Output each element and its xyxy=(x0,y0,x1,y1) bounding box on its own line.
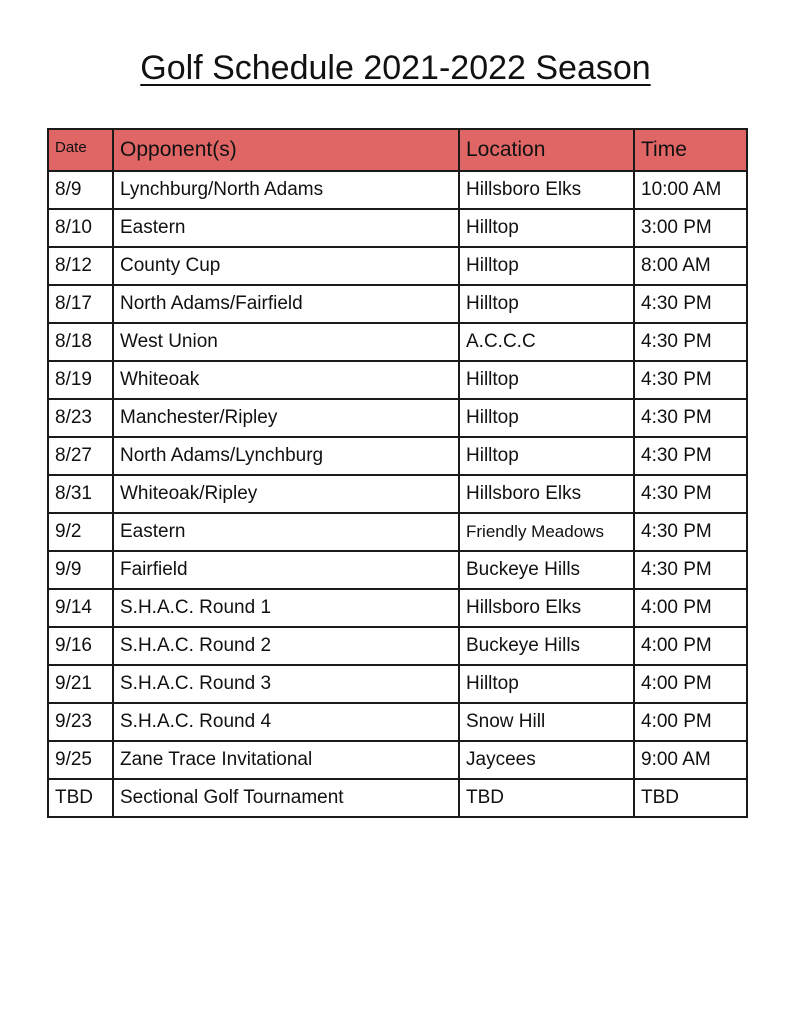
table-row xyxy=(48,741,747,779)
table-row xyxy=(48,285,747,323)
page-title xyxy=(0,48,791,88)
cell-opponent: Whiteoak/Ripley xyxy=(113,475,459,513)
schedule-table xyxy=(47,128,748,818)
cell-opponent: Eastern xyxy=(113,513,459,551)
cell-date: 9/23 xyxy=(48,703,113,741)
cell-date: 8/10 xyxy=(48,209,113,247)
cell-location: Hilltop xyxy=(459,437,634,475)
table-row xyxy=(48,779,747,817)
cell-date: 9/14 xyxy=(48,589,113,627)
cell-opponent: North Adams/Lynchburg xyxy=(113,437,459,475)
table-row xyxy=(48,589,747,627)
cell-time: 10:00 AM xyxy=(634,171,747,209)
header-location: Location xyxy=(459,129,634,171)
cell-date: 8/19 xyxy=(48,361,113,399)
cell-time: 4:30 PM xyxy=(634,437,747,475)
cell-time: 8:00 AM xyxy=(634,247,747,285)
cell-time: 4:00 PM xyxy=(634,589,747,627)
cell-time: 4:30 PM xyxy=(634,323,747,361)
cell-date: 8/23 xyxy=(48,399,113,437)
page-title-text: Golf Schedule 2021-2022 Season xyxy=(140,49,651,87)
table-row xyxy=(48,703,747,741)
cell-time: TBD xyxy=(634,779,747,817)
cell-time: 4:30 PM xyxy=(634,285,747,323)
cell-date: 8/18 xyxy=(48,323,113,361)
cell-location: Buckeye Hills xyxy=(459,627,634,665)
cell-date: 9/25 xyxy=(48,741,113,779)
cell-location: Hilltop xyxy=(459,665,634,703)
cell-location: Jaycees xyxy=(459,741,634,779)
cell-time: 4:00 PM xyxy=(634,627,747,665)
cell-location: Snow Hill xyxy=(459,703,634,741)
cell-location: Friendly Meadows xyxy=(459,513,634,551)
header-time: Time xyxy=(634,129,747,171)
cell-location: Hilltop xyxy=(459,247,634,285)
cell-opponent: S.H.A.C. Round 2 xyxy=(113,627,459,665)
cell-date: 8/9 xyxy=(48,171,113,209)
table-row xyxy=(48,247,747,285)
cell-opponent: S.H.A.C. Round 1 xyxy=(113,589,459,627)
cell-opponent: S.H.A.C. Round 3 xyxy=(113,665,459,703)
cell-time: 4:30 PM xyxy=(634,361,747,399)
cell-opponent: Fairfield xyxy=(113,551,459,589)
cell-location: TBD xyxy=(459,779,634,817)
table-row xyxy=(48,209,747,247)
cell-location: Hilltop xyxy=(459,209,634,247)
cell-opponent: Zane Trace Invitational xyxy=(113,741,459,779)
cell-date: 8/31 xyxy=(48,475,113,513)
cell-opponent: Lynchburg/North Adams xyxy=(113,171,459,209)
cell-time: 3:00 PM xyxy=(634,209,747,247)
cell-opponent: North Adams/Fairfield xyxy=(113,285,459,323)
cell-date: 9/2 xyxy=(48,513,113,551)
table-row xyxy=(48,361,747,399)
cell-time: 4:30 PM xyxy=(634,513,747,551)
table-row xyxy=(48,437,747,475)
cell-location: Hilltop xyxy=(459,285,634,323)
cell-location: Hilltop xyxy=(459,399,634,437)
cell-opponent: Eastern xyxy=(113,209,459,247)
cell-time: 9:00 AM xyxy=(634,741,747,779)
cell-opponent: Manchester/Ripley xyxy=(113,399,459,437)
table-row xyxy=(48,171,747,209)
table-row xyxy=(48,551,747,589)
cell-opponent: S.H.A.C. Round 4 xyxy=(113,703,459,741)
cell-location: Hillsboro Elks xyxy=(459,475,634,513)
cell-opponent: Sectional Golf Tournament xyxy=(113,779,459,817)
cell-opponent: West Union xyxy=(113,323,459,361)
cell-location: Hilltop xyxy=(459,361,634,399)
cell-location: Buckeye Hills xyxy=(459,551,634,589)
cell-date: 8/12 xyxy=(48,247,113,285)
cell-opponent: County Cup xyxy=(113,247,459,285)
table-row xyxy=(48,627,747,665)
header-opponent: Opponent(s) xyxy=(113,129,459,171)
cell-date: 9/9 xyxy=(48,551,113,589)
cell-location: Hillsboro Elks xyxy=(459,589,634,627)
cell-location: A.C.C.C xyxy=(459,323,634,361)
cell-time: 4:30 PM xyxy=(634,551,747,589)
table-row xyxy=(48,399,747,437)
cell-time: 4:30 PM xyxy=(634,399,747,437)
schedule-table-header xyxy=(48,129,747,171)
cell-date: 8/27 xyxy=(48,437,113,475)
table-row xyxy=(48,513,747,551)
table-row xyxy=(48,665,747,703)
header-row xyxy=(48,129,747,171)
cell-time: 4:30 PM xyxy=(634,475,747,513)
cell-date: 9/21 xyxy=(48,665,113,703)
cell-opponent: Whiteoak xyxy=(113,361,459,399)
cell-time: 4:00 PM xyxy=(634,665,747,703)
header-date: Date xyxy=(48,129,113,171)
cell-location: Hillsboro Elks xyxy=(459,171,634,209)
table-row xyxy=(48,323,747,361)
cell-time: 4:00 PM xyxy=(634,703,747,741)
table-row xyxy=(48,475,747,513)
cell-date: 9/16 xyxy=(48,627,113,665)
cell-date: 8/17 xyxy=(48,285,113,323)
schedule-table-body xyxy=(48,171,747,817)
cell-date: TBD xyxy=(48,779,113,817)
